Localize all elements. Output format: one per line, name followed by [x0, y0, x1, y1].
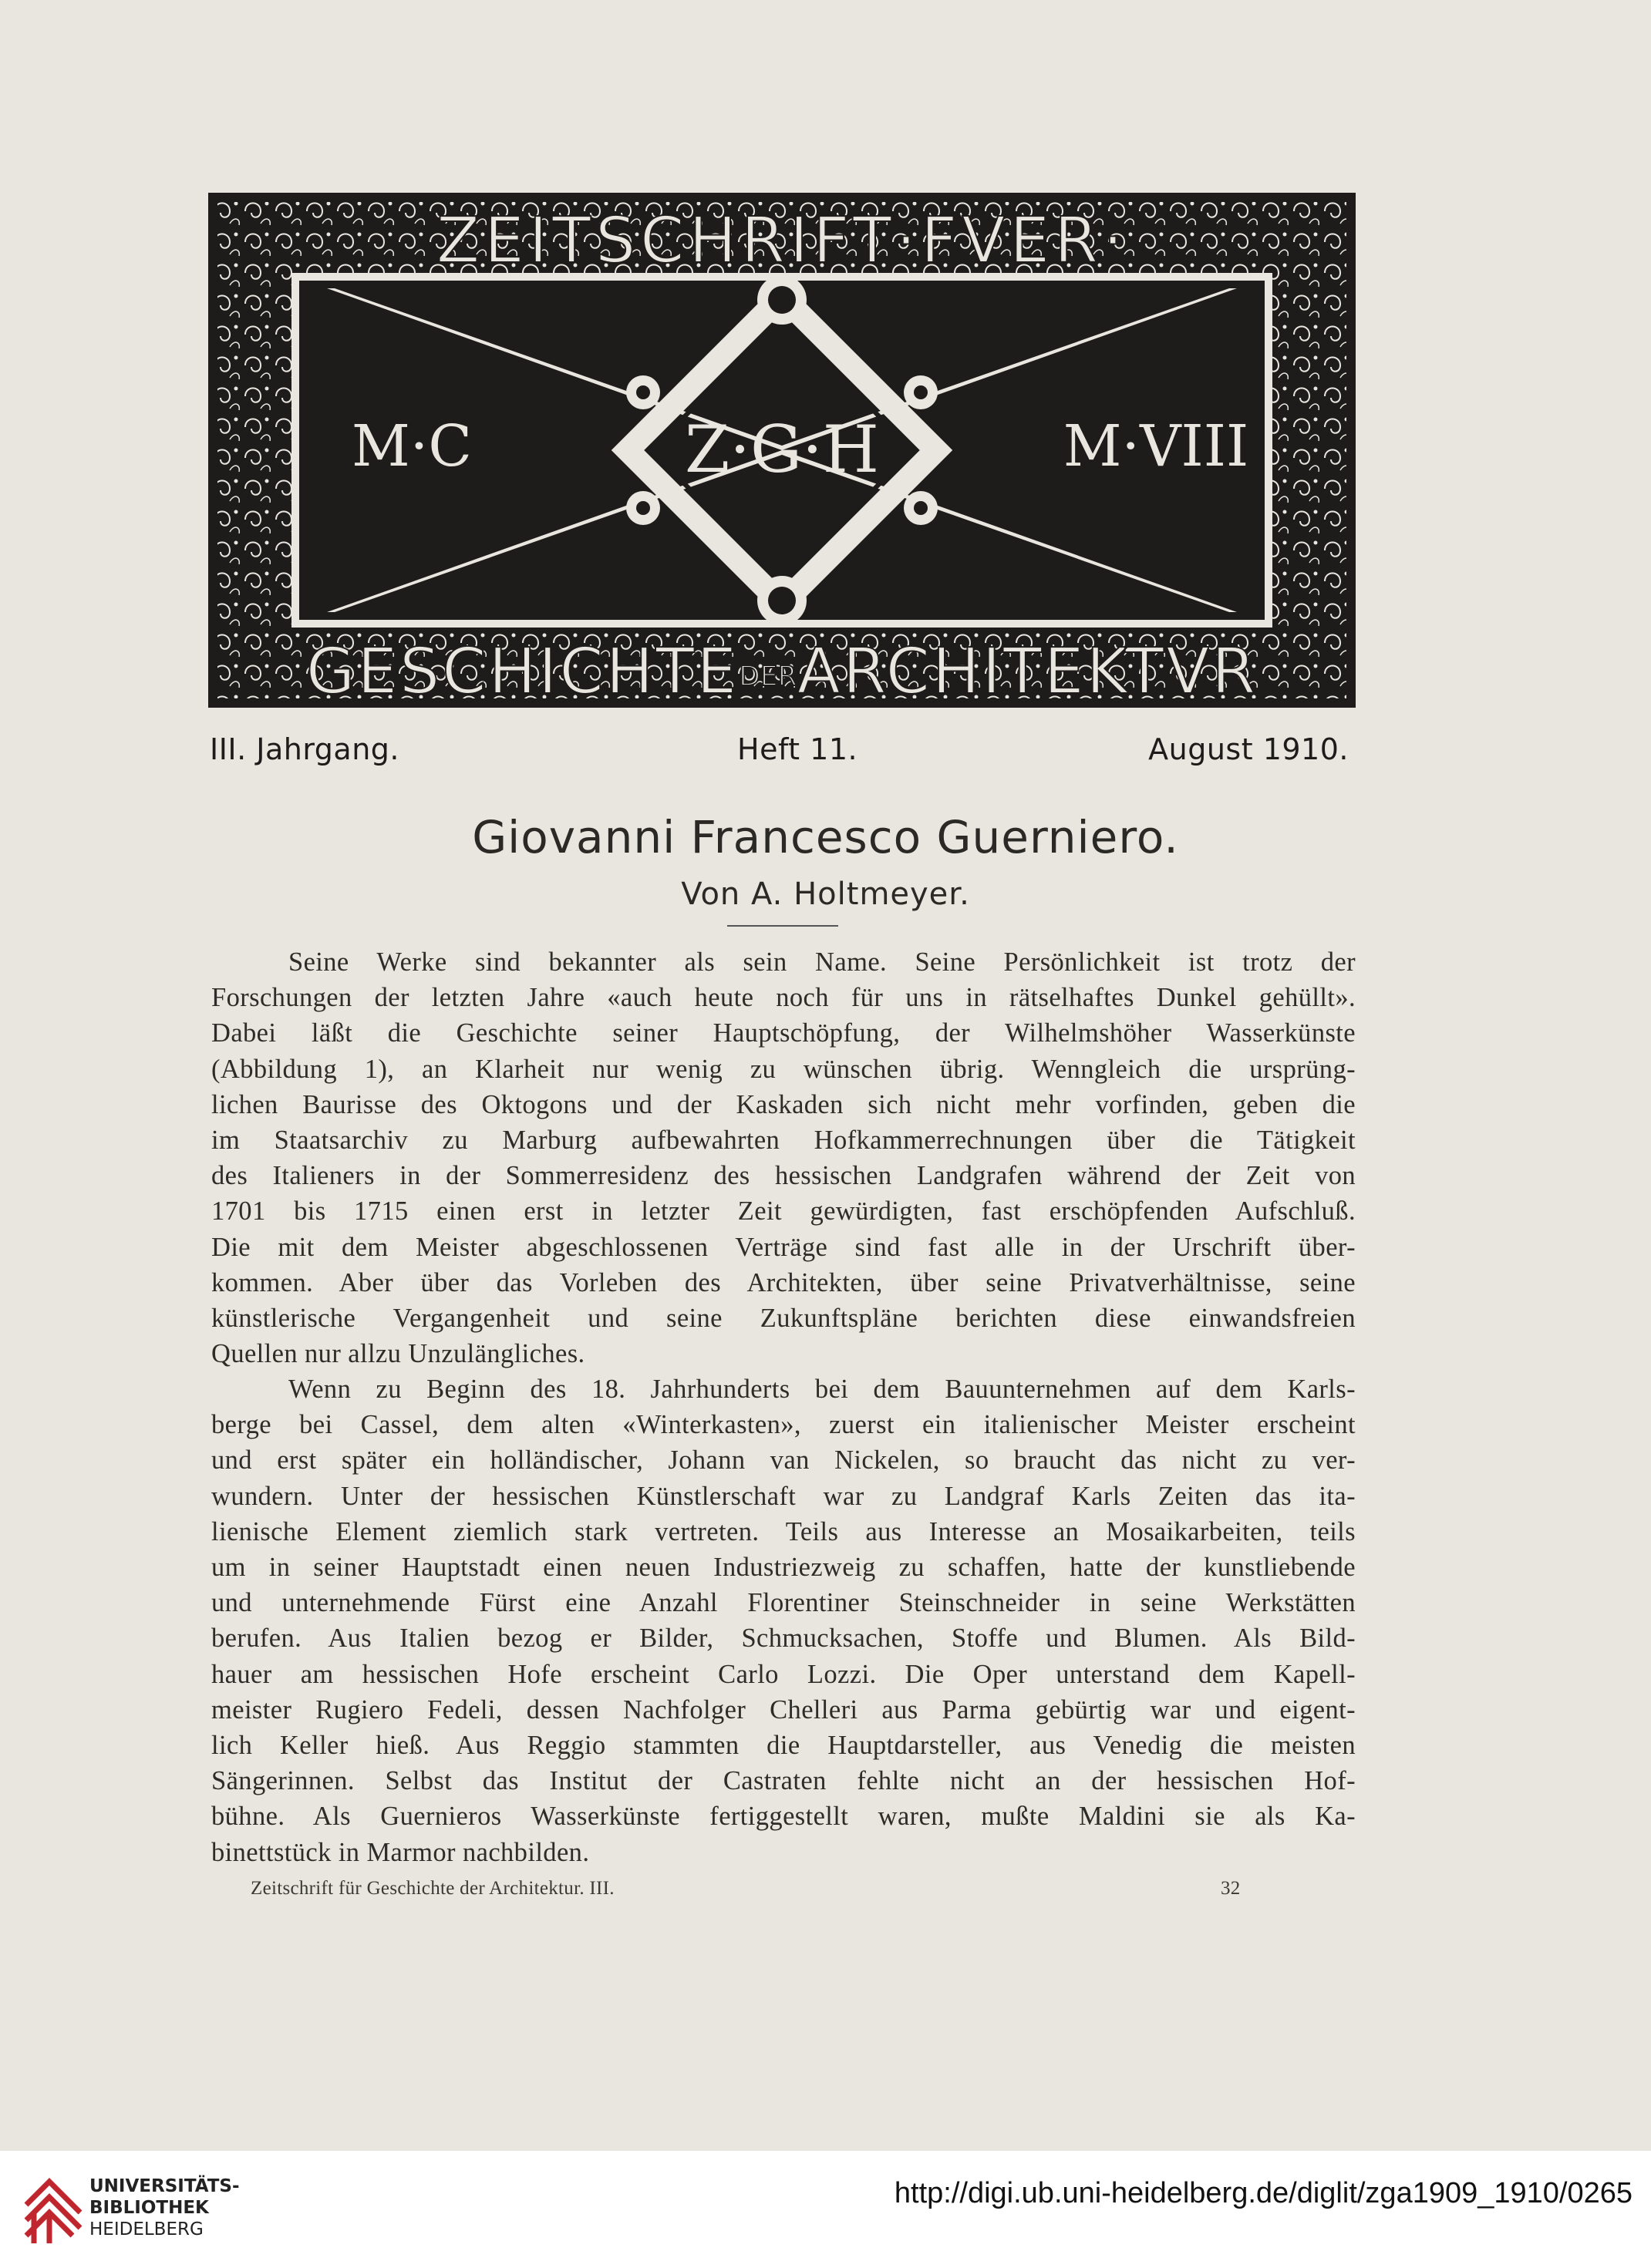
text-line: und unternehmende Fürst eine Anzahl Florentiner Steinschneider in seine Werkstätten — [211, 1588, 1356, 1618]
library-name — [89, 2175, 240, 2240]
paragraph-1 — [211, 944, 1356, 1371]
masthead-year-right: M·VIII — [1063, 413, 1249, 480]
masthead-bottom-text-c: ARCHITEKTVR — [797, 635, 1258, 705]
text-line: Die mit dem Meister abgeschlossenen Verträge sind fast alle in der Urschrift über- — [211, 1232, 1356, 1262]
volume-label: III. Jahrgang. — [210, 732, 400, 766]
text-line: 1701 bis 1715 einen erst in letzter Zeit gewürdigten, fast erschöpfenden Aufschluß. — [211, 1196, 1356, 1227]
journal-masthead — [208, 193, 1356, 708]
title-divider — [727, 925, 838, 927]
text-line: (Abbildung 1), an Klarheit nur wenig zu wünschen übrig. Wenngleich die ursprüng- — [211, 1054, 1356, 1084]
text-line: Quellen nur allzu Unzulängliches. — [211, 1339, 585, 1369]
text-line: Wenn zu Beginn des 18. Jahrhunderts bei dem Bauunternehmen auf dem Karls- — [288, 1375, 1356, 1404]
masthead-bottom-text-a: GESCHICHTE — [305, 635, 740, 705]
text-line: meister Rugiero Fedeli, dessen Nachfolger Chelleri aus Parma gebürtig war und eigent- — [211, 1694, 1356, 1725]
text-line: bühne. Als Guernieros Wasserkünste fertiggestellt waren, mußte Maldini sie als Ka- — [211, 1802, 1356, 1832]
library-name-line-2: BIBLIOTHEK — [89, 2198, 209, 2218]
text-line: um in seiner Hauptstadt einen neuen Industriezweig zu schaffen, hatte der kunstliebende — [211, 1553, 1356, 1583]
text-line: lienische Element ziemlich stark vertreten. Teils aus Interesse an Mosaikarbeiten, teils — [211, 1516, 1356, 1546]
text-line: künstlerische Vergangenheit und seine Zukunftspläne berichten diese einwandsfreien — [211, 1304, 1356, 1334]
masthead-bottom-text-b: DER — [739, 661, 797, 692]
text-line: binettstück in Marmor nachbilden. — [211, 1837, 590, 1867]
masthead-top-text: ZEITSCHRIFT·FVER· — [436, 204, 1128, 278]
text-line: im Staatsarchiv zu Marburg aufbewahrten Hofkammerrechnungen über die Tätigkeit — [211, 1126, 1356, 1156]
university-library-logo-icon — [19, 2174, 89, 2248]
text-line: Sängerinnen. Selbst das Institut der Castraten fehlte nicht an der hessischen Hof- — [211, 1766, 1356, 1796]
issue-number: Heft 11. — [737, 732, 858, 766]
text-line: lich Keller hieß. Aus Reggio stammten die Hauptdarsteller, aus Venedig die meisten — [211, 1731, 1356, 1761]
text-line: Dabei läßt die Geschichte seiner Hauptschöpfung, der Wilhelmshöher Wasserkünste — [211, 1018, 1356, 1048]
text-line: berge bei Cassel, dem alten «Winterkasten», zuerst ein italienischer Meister erscheint — [211, 1410, 1356, 1440]
text-line: Seine Werke sind bekannter als sein Name. Seine Persönlichkeit ist trotz der — [288, 947, 1356, 977]
sheet-signature: 32 — [1221, 1878, 1241, 1899]
article-author: Von A. Holtmeyer. — [681, 877, 970, 912]
issue-date: August 1910. — [1148, 732, 1349, 766]
text-line: kommen. Aber über das Vorleben des Architekten, über seine Privatverhältnisse, seine — [211, 1267, 1356, 1297]
permalink-url[interactable]: http://digi.ub.uni-heidelberg.de/diglit/zga1909_1910/0265 — [894, 2177, 1632, 2209]
text-line: berufen. Aus Italien bezog er Bilder, Schmucksachen, Stoffe und Blumen. Als Bild- — [211, 1624, 1356, 1654]
library-name-line-1: UNIVERSITÄTS- — [89, 2176, 240, 2196]
paragraph-2 — [211, 1371, 1356, 1870]
text-line: lichen Baurisse des Oktogons und der Kaskaden sich nicht mehr vorfinden, geben die — [211, 1089, 1356, 1119]
library-name-line-3: HEIDELBERG — [89, 2219, 204, 2239]
text-line: des Italieners in der Sommerresidenz des hessischen Landgrafen während der Zeit von — [211, 1161, 1356, 1191]
text-line: hauer am hessischen Hofe erscheint Carlo Lozzi. Die Oper unterstand dem Kapell- — [211, 1659, 1356, 1689]
text-line: Forschungen der letzten Jahre «auch heute noch für uns in rätselhaftes Dunkel gehüllt». — [211, 983, 1356, 1013]
masthead-monogram: Z·G·H — [684, 412, 880, 487]
text-line: wundern. Unter der hessischen Künstlerschaft war zu Landgraf Karls Zeiten das ita- — [211, 1481, 1356, 1511]
text-line: und erst später ein holländischer, Johann van Nickelen, so braucht das nicht zu ver- — [211, 1445, 1356, 1476]
journal-footer: Zeitschrift für Geschichte der Architektur. III. — [251, 1878, 615, 1899]
article-title: Giovanni Francesco Guerniero. — [472, 811, 1179, 863]
masthead-year-left: M·C — [352, 413, 472, 480]
masthead-ornament — [211, 196, 1353, 705]
